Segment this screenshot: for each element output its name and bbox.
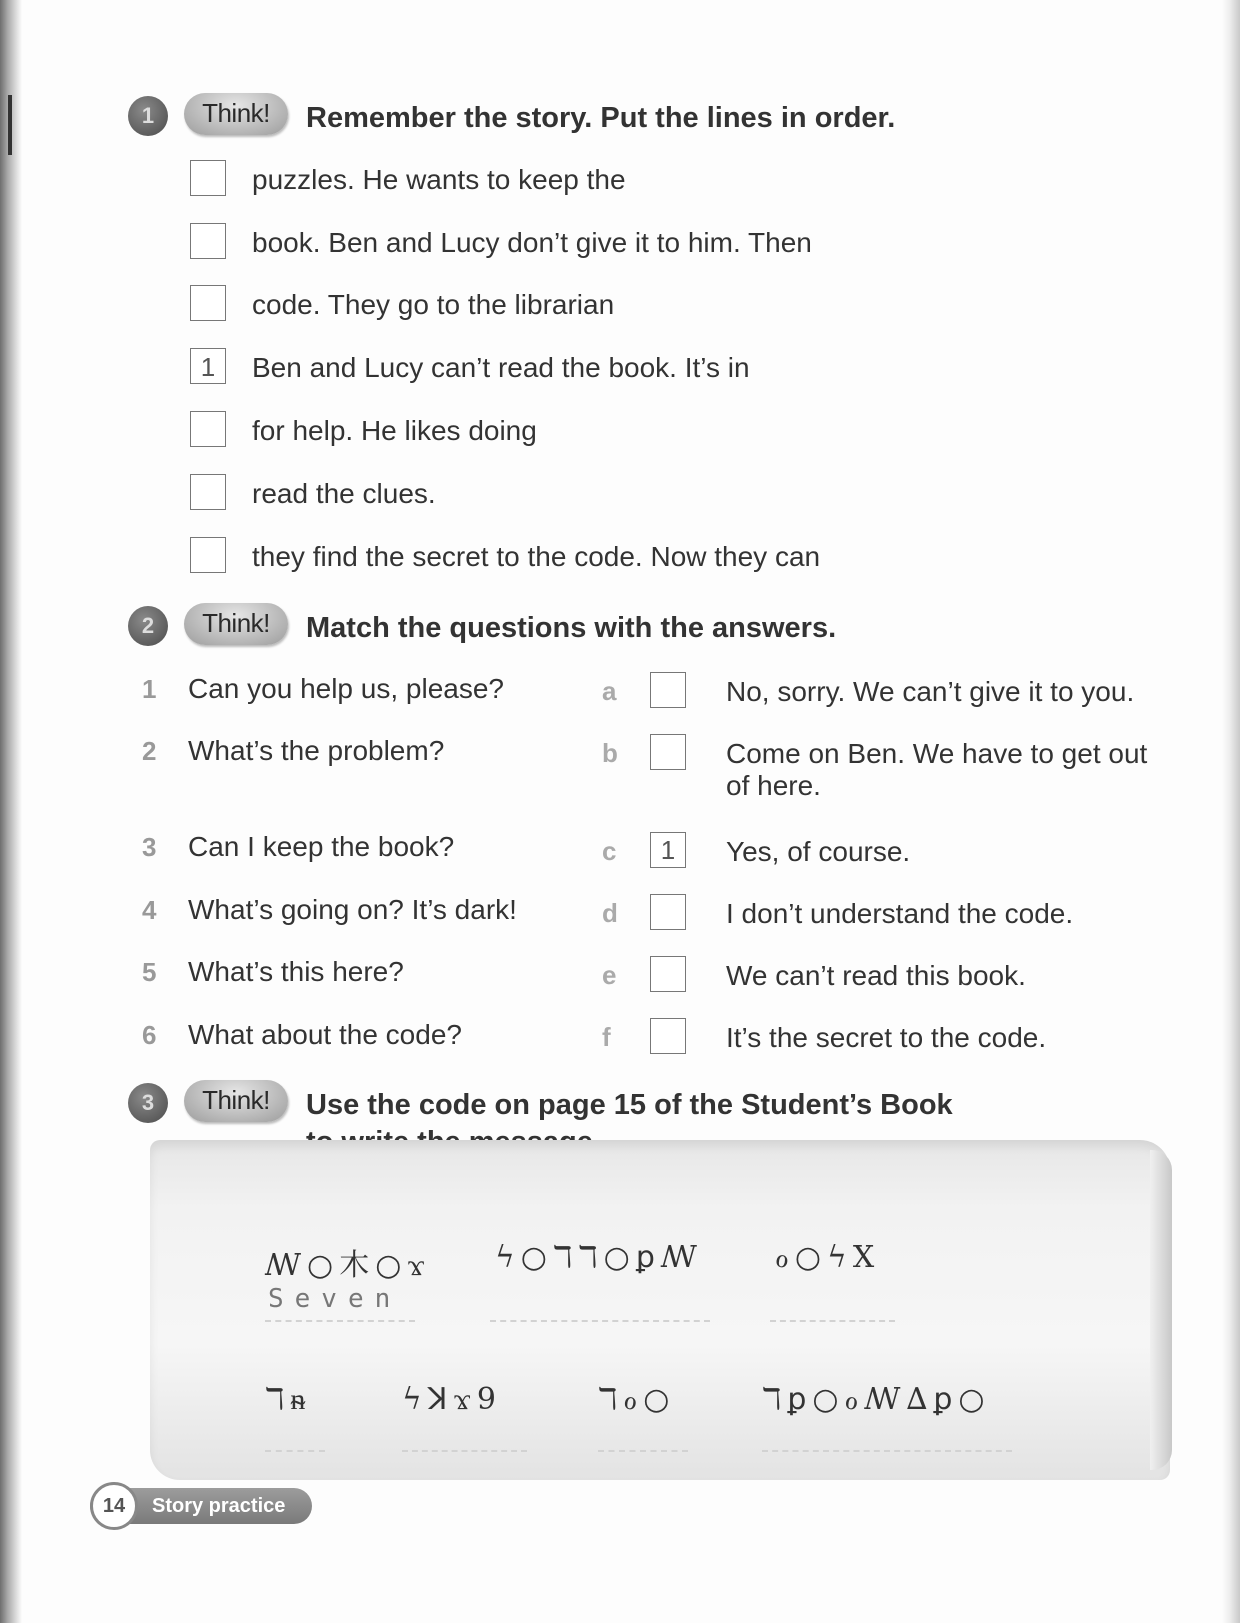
code-word-1: ꟿ○木○ϫ: [265, 1248, 431, 1283]
question-6-number: 6: [142, 1020, 157, 1050]
answer-e-letter: e: [602, 960, 617, 990]
answer-a-letter: a: [602, 676, 617, 706]
answer-b-letter: b: [602, 738, 618, 768]
order-line-1: puzzles. He wants to keep the: [252, 164, 626, 195]
answer-d: I don’t understand the code.: [726, 898, 1074, 929]
code-word-3: ℴ○ϟⅩ: [775, 1240, 881, 1275]
exercise-3-number: 3: [128, 1083, 168, 1123]
answer-d-letter: d: [602, 898, 618, 928]
question-2: What’s the problem?: [188, 735, 445, 766]
answer-blank-7[interactable]: [762, 1448, 1012, 1452]
order-line-4: Ben and Lucy can’t read the book. It’s in: [252, 352, 750, 383]
think-badge-3: Think!: [184, 1080, 288, 1122]
question-1: Can you help us, please?: [188, 673, 504, 704]
answer-blank-5[interactable]: [402, 1448, 527, 1452]
order-line-3: code. They go to the librarian: [252, 289, 615, 320]
answer-blank-2[interactable]: [490, 1318, 710, 1322]
answer-f-box[interactable]: [650, 1018, 686, 1054]
question-5-number: 5: [142, 957, 157, 987]
code-word-2: ϟ○ℸℸ○ꝑꟿ: [495, 1240, 703, 1275]
answer-a-box[interactable]: [650, 672, 686, 708]
code-word-6: ℸℴ○: [598, 1382, 676, 1417]
think-badge-1: Think!: [184, 93, 288, 135]
order-box-1[interactable]: [190, 160, 226, 196]
order-box-5[interactable]: [190, 411, 226, 447]
order-line-5: for help. He likes doing: [252, 415, 537, 446]
page-number: 14: [90, 1482, 138, 1530]
answer-a: No, sorry. We can’t give it to you.: [726, 676, 1135, 707]
order-line-2: book. Ben and Lucy don’t give it to him. Then: [252, 227, 812, 258]
code-word-4: ℸᵰ: [265, 1382, 312, 1417]
question-6: What about the code?: [188, 1019, 462, 1050]
exercise-1-instruction: Remember the story. Put the lines in order.: [306, 102, 896, 134]
order-box-6[interactable]: [190, 474, 226, 510]
order-line-6: read the clues.: [252, 478, 436, 509]
spine-mark: [8, 95, 12, 155]
answer-c: Yes, of course.: [726, 836, 911, 867]
exercise-2-number: 2: [128, 606, 168, 646]
answer-b-box[interactable]: [650, 734, 686, 770]
answer-c-box[interactable]: 1: [650, 832, 686, 868]
question-3-number: 3: [142, 832, 157, 862]
page-edge-shadow: [1222, 0, 1240, 1623]
think-badge-2: Think!: [184, 603, 288, 645]
answer-f-letter: f: [602, 1022, 611, 1052]
answer-f: It’s the secret to the code.: [726, 1022, 1047, 1053]
exercise-2-instruction: Match the questions with the answers.: [306, 612, 837, 644]
scroll-roll-edge: [1150, 1150, 1172, 1470]
question-1-number: 1: [142, 674, 157, 704]
answer-blank-6[interactable]: [598, 1448, 688, 1452]
footer-section-label: Story practice: [152, 1495, 286, 1517]
order-box-4[interactable]: 1: [190, 348, 226, 384]
exercise-3-instruction-line-1: Use the code on page 15 of the Student’s Book: [306, 1089, 953, 1121]
question-4-number: 4: [142, 895, 157, 925]
exercise-1-number: 1: [128, 96, 168, 136]
book-spine-shadow: [0, 0, 22, 1623]
question-5: What’s this here?: [188, 956, 404, 987]
order-line-7: they find the secret to the code. Now they can: [252, 541, 821, 572]
answer-b: Come on Ben. We have to get out of here.: [726, 738, 1148, 801]
answer-blank-4[interactable]: [265, 1448, 325, 1452]
question-2-number: 2: [142, 736, 157, 766]
answer-blank-1[interactable]: [265, 1318, 415, 1322]
answer-blank-3[interactable]: [770, 1318, 895, 1322]
answer-e-box[interactable]: [650, 956, 686, 992]
question-4: What’s going on? It’s dark!: [188, 894, 517, 925]
answer-d-box[interactable]: [650, 894, 686, 930]
question-3: Can I keep the book?: [188, 831, 455, 862]
order-box-7[interactable]: [190, 537, 226, 573]
order-box-3[interactable]: [190, 285, 226, 321]
code-word-7: ℸꝑ○ℴꟿ∆ꝑ○: [762, 1382, 991, 1417]
example-answer: Seven: [268, 1284, 402, 1314]
code-word-5: ϟꓘϫ9: [402, 1382, 502, 1417]
order-box-2[interactable]: [190, 223, 226, 259]
answer-e: We can’t read this book.: [726, 960, 1026, 991]
answer-c-letter: c: [602, 836, 617, 866]
